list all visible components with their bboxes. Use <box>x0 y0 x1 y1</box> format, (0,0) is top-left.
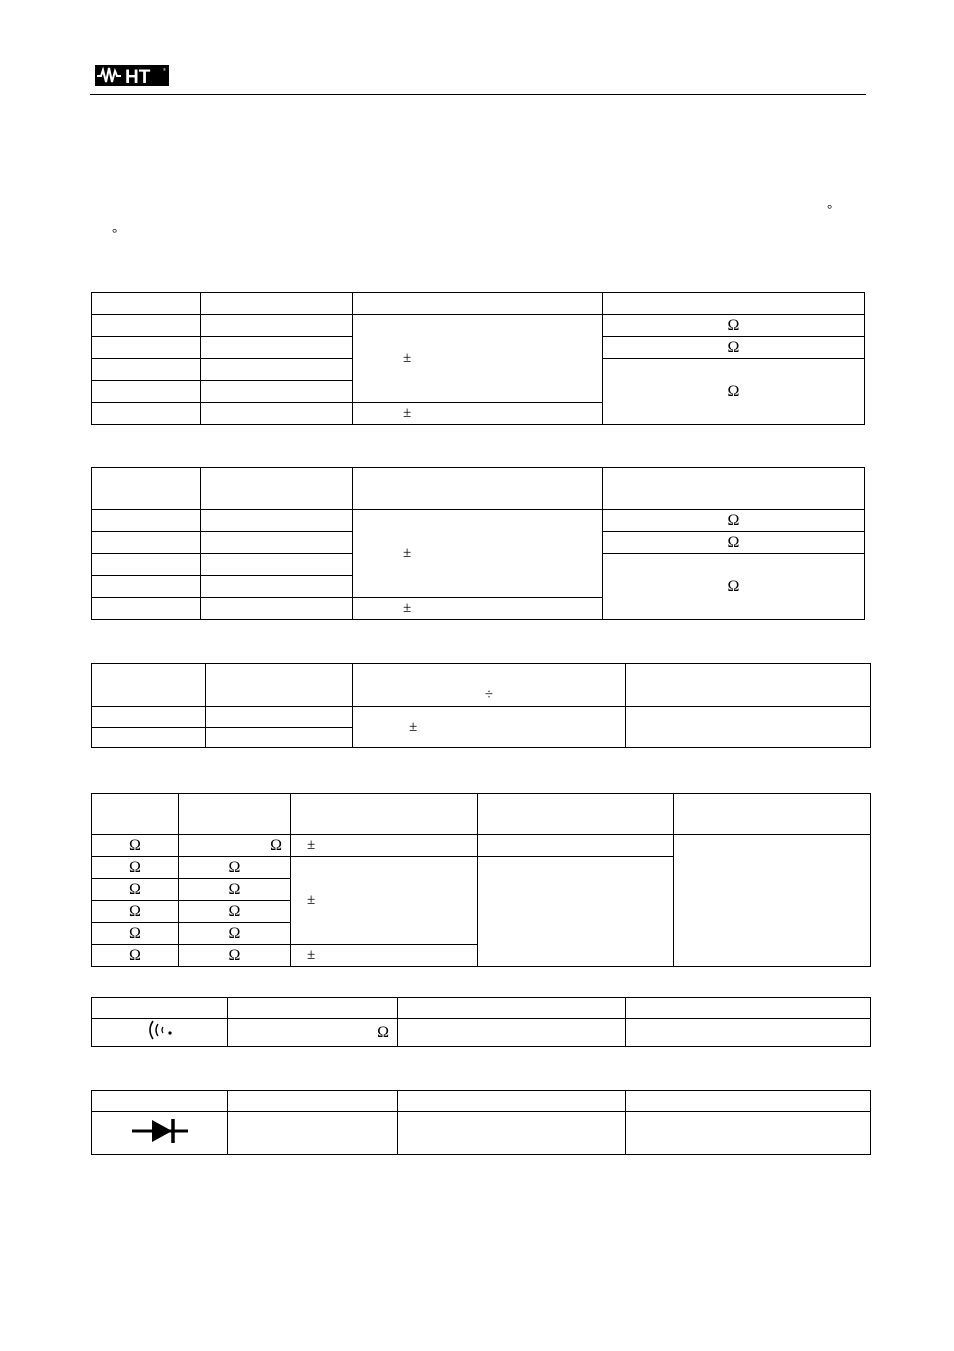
protection-cell: Ω <box>603 337 865 359</box>
spec-table-5 <box>91 997 871 1047</box>
resolution-cell: Ω <box>179 835 291 857</box>
accuracy-cell: ± <box>353 707 626 748</box>
spec-table-2 <box>91 467 865 620</box>
continuity-cell <box>92 1019 228 1047</box>
svg-text:®: ® <box>163 67 166 72</box>
spec-table-1 <box>91 292 865 425</box>
protection-cell: Ω <box>603 510 865 532</box>
resolution-cell: Ω <box>179 945 291 967</box>
ht-logo <box>95 62 169 88</box>
accuracy-cell: ± <box>353 315 603 403</box>
accuracy-header: ÷ <box>353 664 626 707</box>
diode-icon <box>130 1116 190 1146</box>
range-cell: Ω <box>92 857 179 879</box>
threshold-cell: Ω <box>228 1019 398 1047</box>
range-cell: Ω <box>92 901 179 923</box>
spec-table-6 <box>91 1090 871 1155</box>
accuracy-cell: ± <box>353 510 603 598</box>
svg-text:HT: HT <box>125 67 151 88</box>
protection-cell: Ω <box>603 532 865 554</box>
diode-cell <box>92 1112 228 1155</box>
resolution-cell: Ω <box>179 857 291 879</box>
resolution-cell: Ω <box>179 901 291 923</box>
range-cell: Ω <box>92 879 179 901</box>
resolution-cell: Ω <box>179 879 291 901</box>
degree-mark: ° <box>112 225 118 240</box>
range-cell: Ω <box>92 945 179 967</box>
protection-cell: Ω <box>603 315 865 337</box>
accuracy-cell: ± <box>353 598 603 620</box>
degree-mark: ° <box>827 201 833 216</box>
accuracy-cell: ± <box>291 857 478 945</box>
accuracy-cell: ± <box>291 945 478 967</box>
accuracy-cell: ± <box>353 403 603 425</box>
continuity-buzzer-icon <box>145 1019 175 1041</box>
accuracy-cell: ± <box>291 835 478 857</box>
range-cell: Ω <box>92 923 179 945</box>
spec-table-3 <box>91 663 871 748</box>
header-rule <box>90 94 866 95</box>
protection-cell: Ω <box>603 359 865 425</box>
spec-table-4 <box>91 793 871 967</box>
range-cell: Ω <box>92 835 179 857</box>
protection-cell: Ω <box>603 554 865 620</box>
resolution-cell: Ω <box>179 923 291 945</box>
